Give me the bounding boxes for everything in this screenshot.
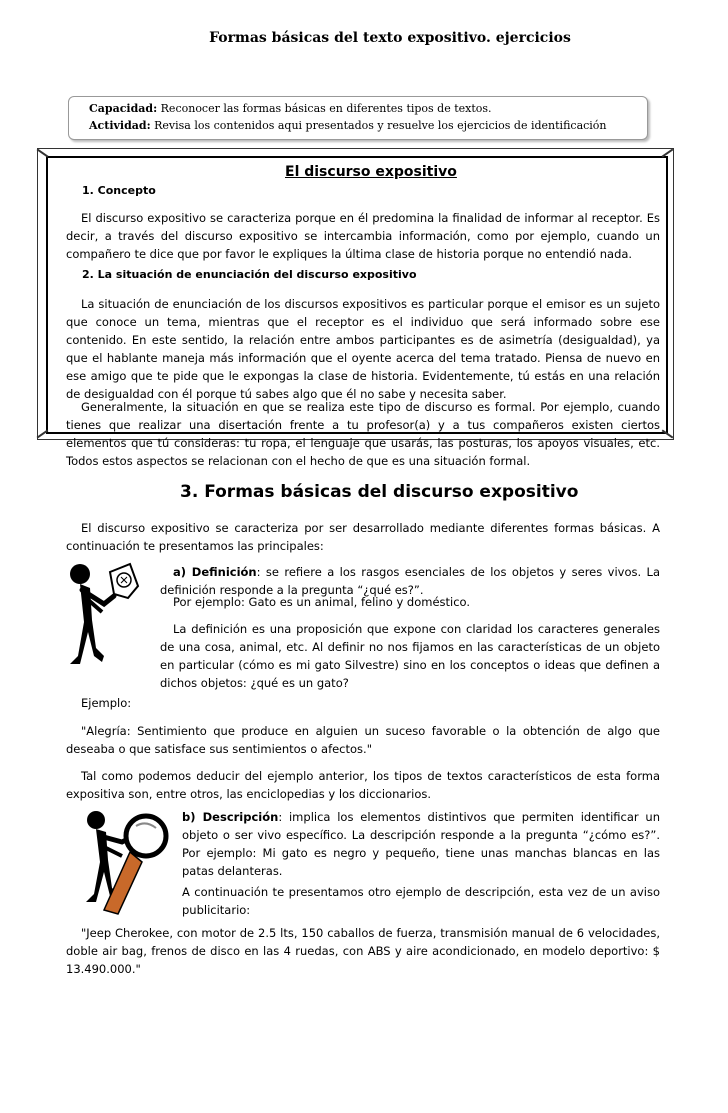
document-title: Formas básicas del texto expositivo. ejercicios [209,30,571,46]
magnifier-figure-illustration [76,802,176,920]
definicion-example: Por ejemplo: Gato es un animal, felino y doméstico. [173,595,471,609]
capacidad-label: Capacidad: [89,102,158,115]
section-title-formas: 3. Formas básicas del discurso expositivo [180,482,579,502]
objectives-box [68,96,648,140]
deduce-paragraph: Tal como podemos deducir del ejemplo anterior, los tipos de textos característicos de esta forma expositiva son, entre otros, las enciclopedias y los diccionarios. [66,769,660,801]
jeep-quote: "Jeep Cherokee, con motor de 2.5 lts, 150 caballos de fuerza, transmisión manual de 6 velocidades, doble air bag, frenos de disco en las 4 ruedas, con ABS y aire acondicionado, en modelo deportivo: $ 13.490.000." [66,926,660,976]
thinking-figure-illustration [62,552,157,682]
situation-heading: 2. La situación de enunciación del discurso expositivo [82,268,417,281]
definicion-paragraph-2: La definición es una proposición que expone con claridad los caracteres generales de una cosa, animal, etc. Al definir no nos fijamos en las características de un objeto en particular (cómo es mi gato Silvestre) sino en los conceptos o ideas que definen a dichos objetos: ¿qué es un gato? [160,622,660,690]
actividad-text: Revisa los contenidos aqui presentados y resuelve los ejercicios de identificación [150,119,607,132]
capacidad-text: Reconocer las formas básicas en diferentes tipos de textos. [157,102,492,115]
definicion-text: : se refiere a los rasgos esenciales de los objetos y seres vivos. La definición responde a la pregunta “¿qué es?”. [160,565,660,597]
concept-paragraph: El discurso expositivo se caracteriza porque en él predomina la finalidad de informar al receptor. Es decir, a través del discurso expositivo se intercambia información, como por ejemplo, cuando un compañero te dice que por favor le expliques la última clase de historia porque no entendió nada. [66,211,660,261]
situation-paragraph-1: La situación de enunciación de los discursos expositivos es particular porque el emisor es un sujeto que conoce un tema, mientras que el receptor es el individuo que será informado sobre ese contenido. En este sentido, la relación entre ambos participantes es de asimetría (desigualdad), ya que el hablante maneja más información que el oyente acerca del tema tratado. Piensa de nuevo en ese amigo que te pide que le expongas la clase de historia. Evidentemente, tú estás en una relación de desigualdad con él porque tú sabes algo que él no sabe y necesita saber. [66,297,660,401]
actividad-line [89,119,607,132]
ejemplo-label: Ejemplo: [81,696,132,710]
descripcion-paragraph-2: A continuación te presentamos otro ejemplo de descripción, esta vez de un aviso publicitario: [182,885,660,917]
section-title-discurso: El discurso expositivo [285,164,457,180]
ejemplo-quote: "Alegría: Sentimiento que produce en alguien un suceso favorable o la obtención de algo que deseaba o que satisface sus sentimientos o afectos." [66,724,660,756]
section3-intro: El discurso expositivo se caracteriza por ser desarrollado mediante diferentes formas básicas. A continuación te presentamos las principales: [66,521,660,553]
concept-heading: 1. Concepto [82,184,156,197]
capacidad-line [89,102,492,115]
descripcion-paragraph [182,808,660,880]
definicion-label: a) Definición [173,565,257,579]
descripcion-label: b) Descripción [182,810,279,824]
actividad-label: Actividad: [89,119,151,132]
descripcion-text: : implica los elementos distintivos que permiten identificar un objeto o ser vivo específico. La descripción responde a la pregunta “¿cómo es?”. Por ejemplo: Mi gato es negro y pequeño, tiene unas manchas blancas en las patas delanteras. [182,810,660,878]
situation-paragraph-2: Generalmente, la situación en que se realiza este tipo de discurso es formal. Por ejemplo, cuando tienes que realizar una disertación frente a tu profesor(a) y a tus compañeros existen ciertos elementos que tú consideras: tu ropa, el lenguaje que usarás, las posturas, los apoyos visuales, etc. Todos estos aspectos se relacionan con el hecho de que es una situación formal. [66,400,660,468]
